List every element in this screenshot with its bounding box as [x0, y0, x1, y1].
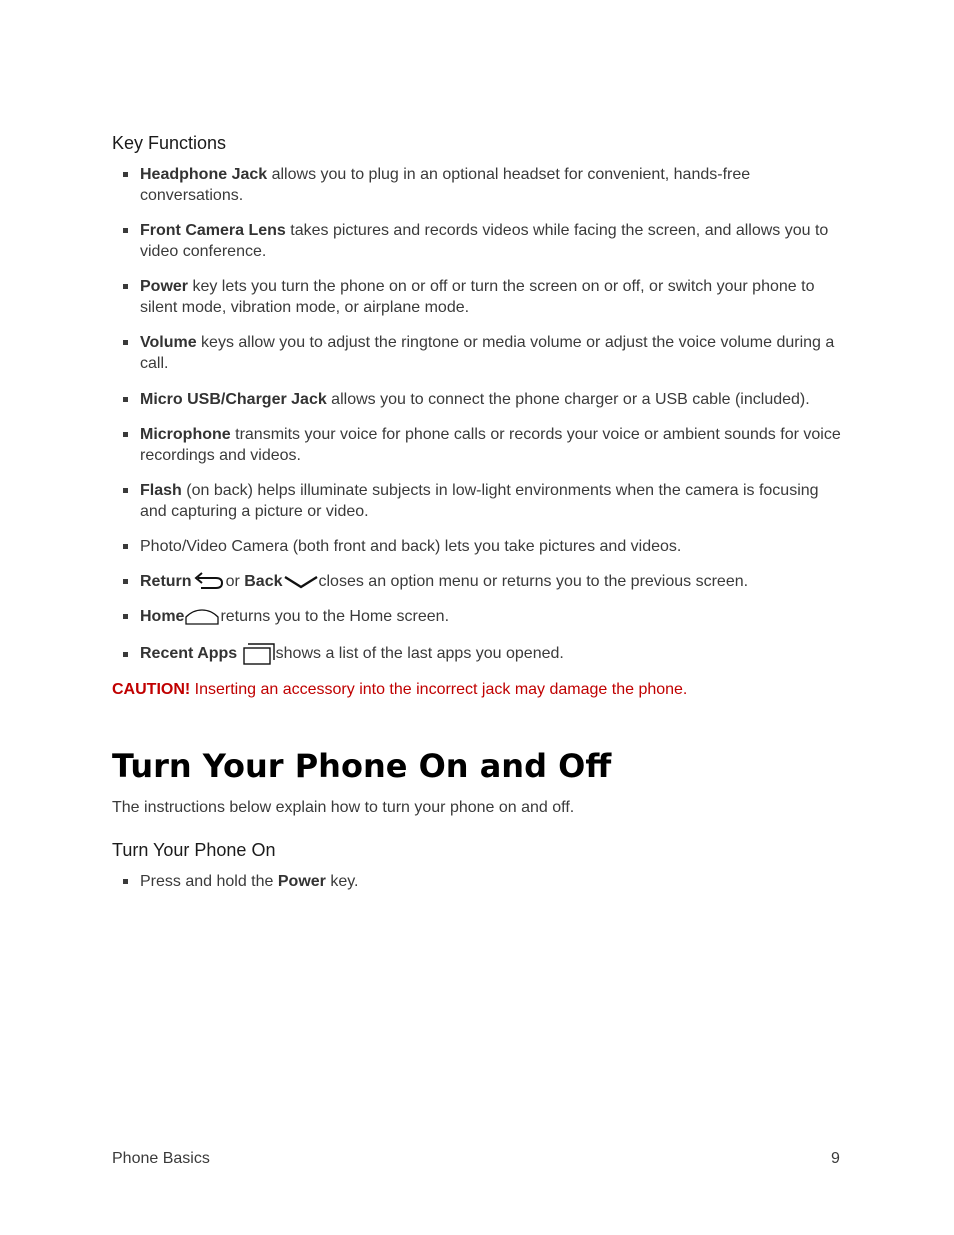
list-item: Micro USB/Charger Jack allows you to connect the phone charger or a USB cable (included).: [112, 389, 842, 410]
bullet-icon: [123, 340, 128, 345]
bullet-icon: [123, 614, 128, 619]
recent-apps-item: [112, 642, 842, 666]
bullet-icon: [123, 579, 128, 584]
caution-note: [112, 681, 687, 699]
section-intro: The instructions below explain how to turn your phone on and off.: [112, 799, 575, 816]
turn-on-steps: [112, 871, 842, 892]
return-icon: [192, 572, 226, 592]
key-functions-list: [112, 164, 842, 571]
list-item: Power key lets you turn the phone on or off or turn the screen on or off, or switch your phone to silent mode, vibration mode, or airplane mode.: [112, 276, 842, 318]
turn-on-heading: Turn Your Phone On: [112, 840, 276, 860]
list-item: Photo/Video Camera (both front and back) lets you take pictures and videos.: [112, 536, 842, 557]
section-title: Turn Your Phone On and Off: [112, 747, 612, 785]
bullet-icon: [123, 879, 128, 884]
key-functions-heading: Key Functions: [112, 133, 227, 153]
bullet-icon: [123, 284, 128, 289]
bullet-icon: [123, 397, 128, 402]
caution-text: Inserting an accessory into the incorrect jack may damage the phone.: [190, 681, 688, 698]
list-item: Press and hold the Power key.: [112, 871, 842, 892]
page-number: 9: [831, 1150, 840, 1167]
bullet-icon: [123, 228, 128, 233]
caution-label: CAUTION!: [112, 681, 191, 698]
bullet-icon: [123, 432, 128, 437]
bullet-icon: [123, 544, 128, 549]
list-item: Return or Back closes an option menu or returns you to the previous screen.: [112, 571, 842, 592]
list-item: Microphone transmits your voice for phone calls or records your voice or ambient sounds for voice recordings and videos.: [112, 424, 842, 466]
list-item: Volume keys allow you to adjust the ringtone or media volume or adjust the voice volume during a call.: [112, 332, 842, 374]
list-item: Recent Apps shows a list of the last apps you opened.: [112, 642, 842, 666]
home-icon: [184, 608, 220, 626]
bullet-icon: [123, 652, 128, 657]
list-item: Home returns you to the Home screen.: [112, 606, 842, 627]
list-item: Headphone Jack allows you to plug in an optional headset for convenient, hands-free conversations.: [112, 164, 842, 206]
home-item: [112, 606, 842, 627]
list-item: Front Camera Lens takes pictures and records videos while facing the screen, and allows you to video conference.: [112, 220, 842, 262]
return-back-item: [112, 571, 842, 592]
bullet-icon: [123, 172, 128, 177]
back-chevron-icon: [283, 574, 319, 590]
list-item: Flash (on back) helps illuminate subjects in low-light environments when the camera is focusing and capturing a picture or video.: [112, 480, 842, 522]
recent-apps-icon: [242, 642, 276, 666]
footer-section-name: Phone Basics: [112, 1150, 210, 1167]
bullet-icon: [123, 488, 128, 493]
